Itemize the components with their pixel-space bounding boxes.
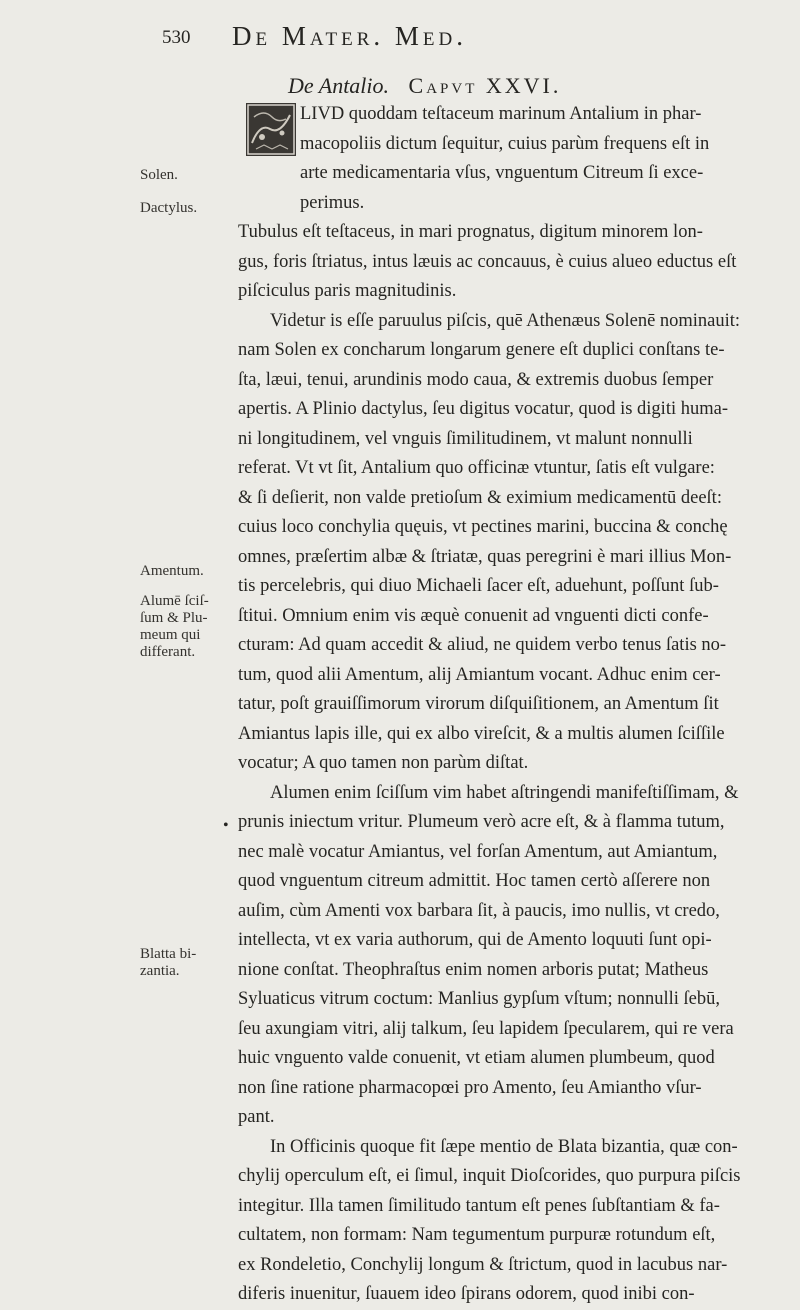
running-title: De Mater. Med. [232,21,467,51]
text-line: ſta, læui, tenui, arundinis modo caua, & extremis duobus ſemper [238,369,714,390]
text-line: tis percelebris, qui diuo Michaeli ſacer eſt, aduehunt, poſſunt ſub- [238,576,719,596]
margin-note: Alumē ſciſ-ſum & Plu-meum qui differant. [140,593,209,660]
text-line: cultatem, non formam: Nam tegumentum purpuræ rotundum eſt, [238,1225,716,1245]
text-line: prunis iniectum vritur. Plumeum verò acre eſt, & à flamma tutum, [238,812,725,832]
text-line: nam Solen ex concharum longarum genere eſt duplici conſtans te- [238,340,725,360]
text-line: tum, quod alii Amentum, alij Amiantum vocant. Adhuc enim cer- [238,664,721,685]
margin-note: Dactylus. [140,200,198,216]
text-line: pant. [238,1107,275,1127]
text-line: Videtur is eſſe paruulus piſcis, quē Athenæus Solenē nominauit: [270,310,741,331]
text-line: Amiantus lapis ille, qui ex albo vireſcit, & a multis alumen ſciſſile [238,723,725,744]
text-line: ſtitui. Omnium enim vis æquè conuenit ad vnguenti dicti confe- [238,605,709,626]
text-line: Alumen enim ſciſſum vim habet aſtringendi manifeſtiſſimam, & [270,782,739,803]
text-line: & ſi deſierit, non valde pretioſum & eximium medicamentū deeſt: [238,487,722,508]
text-line: In Officinis quoque fit ſæpe mentio de Blata bizantia, quæ con- [270,1136,738,1157]
text-line: integitur. Illa tamen ſimilitudo tantum eſt penes ſubſtantiam & fa- [238,1195,720,1216]
text-line: vocatur; A quo tamen non parùm diſtat. [238,753,529,773]
text-line: ſeu axungiam vitri, alij talkum, ſeu lapidem ſpecularem, qui re vera [238,1018,734,1039]
text-line: piſciculus paris magnitudinis. [238,281,457,301]
margin-note: Blatta bi-zantia. [140,946,197,979]
chapter-heading [288,73,561,99]
text-line: non ſine ratione pharmacopœi pro Amento, ſeu Amiantho vſur- [238,1077,702,1098]
text-line: chylij operculum eſt, ei ſimul, inquit Dioſcorides, quo purpura piſcis [238,1166,741,1186]
text-line: ex Rondeletio, Conchylij longum & ſtrictum, quod in lacubus nar- [238,1254,728,1275]
margin-note: Amentum. [140,563,204,579]
text-line: perimus. [300,192,365,213]
text-line: omnes, præſertim albæ & ſtriatæ, quas peregrini è mari illius Mon- [238,546,732,567]
text-line: auſim, cùm Amenti vox barbara ſit, à paucis, imo nullis, vt credo, [238,900,720,921]
text-line: apertis. A Plinio dactylus, ſeu digitus vocatur, quod is digiti huma- [238,399,728,419]
text-line: macopoliis dictum ſequitur, cuius parùm frequens eſt in [300,133,710,154]
text-line: Tubulus eſt teſtaceus, in mari prognatus, digitum minorem lon- [238,222,703,242]
chapter-number: Capvt XXVI. [408,73,562,98]
text-line: intellecta, vt ex varia authorum, qui de Amento loquuti ſunt opi- [238,930,712,950]
text-line: Syluaticus vitrum coctum: Manlius gypſum vſtum; nonnulli ſebū, [238,989,721,1009]
margin-note: Solen. [140,167,178,183]
text-line: cturam: Ad quam accedit & aliud, ne quidem verbo tenus ſatis no- [238,635,727,655]
text-line: nec malè vocatur Amiantus, vel forſan Amentum, aut Amiantum, [238,841,718,862]
text-line: cuius loco conchylia quęuis, vt pectines marini, buccina & conchę [238,517,728,537]
text-line: huic vnguento valde conuenit, vt etiam alumen plumbeum, quod [238,1048,715,1068]
chapter-title-italic: De Antalio. [288,73,390,98]
text-line: quod vnguentum citreum admittit. Hoc tamen certò aſſerere non [238,871,711,891]
text-line: nione conſtat. Theophraſtus enim nomen arboris putat; Matheus [238,959,709,980]
body-text [238,100,748,1310]
text-line: tatur, poſt grauiſſimorum virorum diſquiſitionem, an Amentum ſit [238,694,719,714]
text-line: diferis inuenitur, ſuauem ideo ſpirans odorem, quod inibi con- [238,1284,695,1304]
text-line: referat. Vt vt ſit, Antalium quo officinæ vtuntur, ſatis eſt vulgare: [238,458,715,478]
text-line: LIVD quoddam teſtaceum marinum Antalium in phar- [300,104,702,124]
text-line: ni longitudinem, vel vnguis ſimilitudinem, vt malunt nonnulli [238,428,693,449]
text-line: arte medicamentaria vſus, vnguentum Citreum ſi exce- [300,163,704,183]
text-line: gus, foris ſtriatus, intus læuis ac concauus, è cuius alueo eductus eſt [238,251,737,272]
margin-dot: • [223,817,229,834]
page-number: 530 [162,27,191,48]
